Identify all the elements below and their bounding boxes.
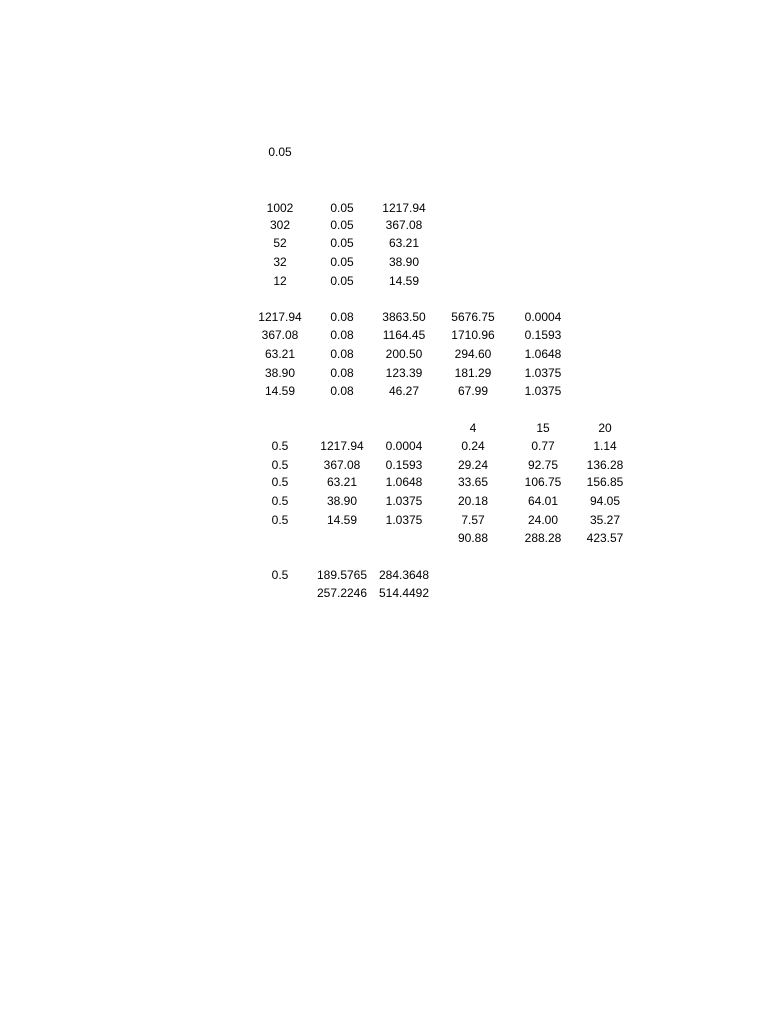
- cell: 0.08: [330, 347, 354, 361]
- cell: 14.59: [326, 513, 358, 527]
- cell: 1.14: [593, 439, 617, 453]
- cell: 67.99: [457, 384, 489, 398]
- sheet-row: [0, 511, 768, 529]
- sheet-row: [0, 584, 768, 602]
- cell: 64.01: [527, 494, 559, 508]
- sheet-row: [0, 199, 768, 217]
- cell: 200.50: [385, 347, 423, 361]
- cell: 1710.96: [451, 328, 495, 342]
- cell: 1.0648: [524, 347, 562, 361]
- sheet-row: [0, 419, 768, 437]
- cell: 5676.75: [451, 310, 495, 324]
- sheet-row: [0, 473, 768, 491]
- sheet-row: [0, 272, 768, 290]
- cell: 90.88: [457, 531, 489, 545]
- cell: 14.59: [388, 274, 420, 288]
- sheet-row: [0, 345, 768, 363]
- sheet-row: [0, 216, 768, 234]
- cell: 35.27: [589, 513, 621, 527]
- cell: 367.08: [261, 328, 299, 342]
- cell: 0.0004: [385, 439, 423, 453]
- cell: 32: [273, 255, 287, 269]
- cell: 0.05: [330, 255, 354, 269]
- cell: 38.90: [388, 255, 420, 269]
- cell: 0.77: [531, 439, 555, 453]
- cell: 0.5: [271, 475, 289, 489]
- cell: 0.08: [330, 310, 354, 324]
- cell: 156.85: [586, 475, 624, 489]
- cell: 136.28: [586, 458, 624, 472]
- cell: 92.75: [527, 458, 559, 472]
- cell: 0.5: [271, 494, 289, 508]
- cell: 0.24: [461, 439, 485, 453]
- cell: 1.0375: [524, 384, 562, 398]
- cell: 0.05: [330, 236, 354, 250]
- cell: 63.21: [326, 475, 358, 489]
- cell: 1217.94: [382, 201, 426, 215]
- cell: 52: [273, 236, 287, 250]
- sheet-row: [0, 364, 768, 382]
- sheet-row: [0, 253, 768, 271]
- cell: 367.08: [385, 218, 423, 232]
- cell: 0.08: [330, 328, 354, 342]
- cell: 423.57: [586, 531, 624, 545]
- cell: 94.05: [589, 494, 621, 508]
- cell: 63.21: [264, 347, 296, 361]
- cell: 14.59: [264, 384, 296, 398]
- sheet-row: [0, 529, 768, 547]
- cell: 0.5: [271, 458, 289, 472]
- cell: 3863.50: [382, 310, 426, 324]
- sheet-row: [0, 456, 768, 474]
- cell: 38.90: [264, 366, 296, 380]
- cell: 257.2246: [316, 586, 368, 600]
- cell: 1.0375: [385, 513, 423, 527]
- sheet-row: [0, 143, 768, 161]
- cell: 0.1593: [385, 458, 423, 472]
- cell: 1002: [266, 201, 294, 215]
- cell: 0.5: [271, 568, 289, 582]
- cell: 0.08: [330, 384, 354, 398]
- cell: 0.08: [330, 366, 354, 380]
- cell: 0.5: [271, 513, 289, 527]
- cell: 0.05: [268, 145, 292, 159]
- cell: 1.0375: [385, 494, 423, 508]
- sheet-row: [0, 566, 768, 584]
- cell: 181.29: [454, 366, 492, 380]
- cell: 106.75: [524, 475, 562, 489]
- cell: 1.0648: [385, 475, 423, 489]
- cell: 29.24: [457, 458, 489, 472]
- cell: 189.5765: [316, 568, 368, 582]
- cell: 24.00: [527, 513, 559, 527]
- cell: 20: [598, 421, 612, 435]
- cell: 1.0375: [524, 366, 562, 380]
- cell: 0.05: [330, 274, 354, 288]
- cell: 284.3648: [378, 568, 430, 582]
- cell: 12: [273, 274, 287, 288]
- cell: 63.21: [388, 236, 420, 250]
- cell: 7.57: [461, 513, 485, 527]
- cell: 123.39: [385, 366, 423, 380]
- sheet-row: [0, 234, 768, 252]
- cell: 1217.94: [320, 439, 364, 453]
- sheet-row: [0, 382, 768, 400]
- cell: 1217.94: [258, 310, 302, 324]
- cell: 4: [469, 421, 477, 435]
- cell: 0.05: [330, 201, 354, 215]
- sheet-row: [0, 326, 768, 344]
- cell: 288.28: [524, 531, 562, 545]
- cell: 367.08: [323, 458, 361, 472]
- cell: 38.90: [326, 494, 358, 508]
- cell: 20.18: [457, 494, 489, 508]
- cell: 0.5: [271, 439, 289, 453]
- cell: 33.65: [457, 475, 489, 489]
- sheet-row: [0, 437, 768, 455]
- cell: 0.1593: [524, 328, 562, 342]
- cell: 294.60: [454, 347, 492, 361]
- cell: 0.0004: [524, 310, 562, 324]
- cell: 302: [269, 218, 291, 232]
- sheet-row: [0, 492, 768, 510]
- cell: 0.05: [330, 218, 354, 232]
- sheet-row: [0, 308, 768, 326]
- cell: 46.27: [388, 384, 420, 398]
- cell: 514.4492: [378, 586, 430, 600]
- cell: 1164.45: [382, 328, 426, 342]
- cell: 15: [536, 421, 550, 435]
